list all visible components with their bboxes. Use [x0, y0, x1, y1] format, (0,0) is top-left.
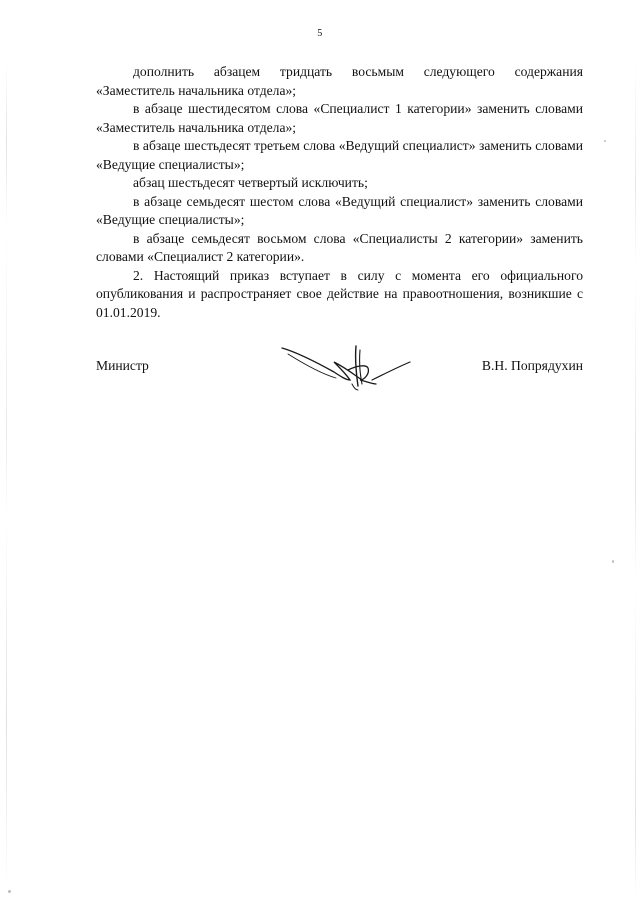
signatory-name: В.Н. Попрядухин — [481, 358, 583, 373]
paragraph-6: в абзаце семьдесят восьмом слова «Специалисты 2 категории» заменить словами «Специалист 2 категории». — [96, 230, 583, 264]
paragraph-5: в абзаце семьдесят шестом слова «Ведущий специалист» заменить словами «Ведущие специалисты»; — [96, 193, 583, 227]
scan-edge-left — [6, 60, 7, 890]
signatory-title: Министр — [96, 358, 149, 373]
scan-edge-right — [635, 60, 636, 900]
document-body — [96, 63, 583, 322]
paragraph-4: абзац шестьдесят четвертый исключить; — [133, 175, 368, 190]
paragraph-3: в абзаце шестьдесят третьем слова «Ведущий специалист» заменить словами «Ведущие специалисты»; — [96, 138, 583, 172]
paragraph-7: 2. Настоящий приказ вступает в силу с момента его официального опубликования и распространяет свое действие на правоотношения, возникшие с 01.01.2019. — [96, 267, 583, 320]
scan-speck — [612, 560, 614, 563]
paragraph-1: дополнить абзацем тридцать восьмым следующего содержания «Заместитель начальника отдела»; — [96, 64, 583, 98]
scan-speck — [604, 140, 606, 142]
handwritten-signature — [276, 340, 416, 392]
scan-speck — [8, 890, 11, 893]
page-number: 5 — [317, 28, 323, 39]
paragraph-2: в абзаце шестидесятом слова «Специалист 1 категории» заменить словами «Заместитель начальника отдела»; — [96, 101, 583, 135]
signature-block — [96, 340, 583, 400]
